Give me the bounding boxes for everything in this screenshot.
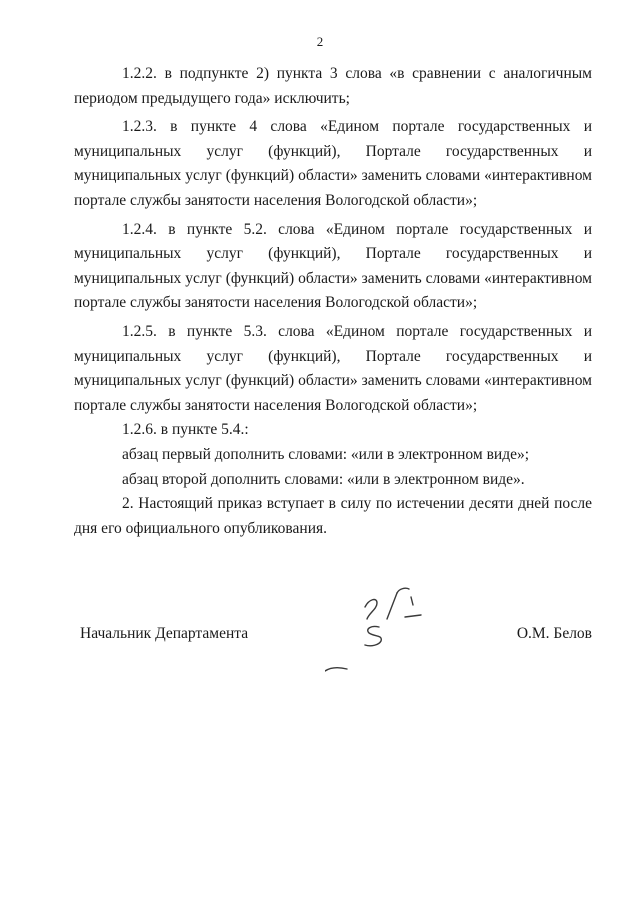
paragraph-2-effective-date: 2. Настоящий приказ вступает в силу по истечении десяти дней после дня его официального опубликования. [74,495,592,537]
handwritten-signature [325,575,445,690]
paragraph-first-abzac: абзац первый дополнить словами: «или в электронном виде»; [122,445,530,463]
paragraph-1-2-4: 1.2.4. в пункте 5.2. слова «Едином портале государственных и муниципальных услуг (функций), Портале государственных и муниципальных услуг (функций) области» заменить словами «интерактивном портале службы занятости населения Вологодской области»; [74,220,592,312]
paragraph-1-2-3: 1.2.3. в пункте 4 слова «Едином портале государственных и муниципальных услуг (функций), Портале государственных и муниципальных услуг (функций) области» заменить словами «интерактивном портале службы занятости населения Вологодской области»; [74,118,592,209]
paragraph-1-2-5: 1.2.5. в пункте 5.3. слова «Едином портале государственных и муниципальных услуг (функций), Портале государственных и муниципальных услуг (функций) области» заменить словами «интерактивном портале службы занятости населения Вологодской области»; [74,322,592,414]
signer-name: О.М. Белов [516,625,592,642]
paragraph-second-abzac: абзац второй дополнить словами: «или в электронном виде». [122,470,525,488]
paragraph-1-2-2: 1.2.2. в подпункте 2) пункта 3 слова «в сравнении с аналогичным периодом предыдущего года» исключить; [74,65,592,107]
page-number: 2 [316,34,324,49]
paragraph-1-2-6: 1.2.6. в пункте 5.4.: [122,421,249,439]
document-body [74,62,592,541]
signer-title: Начальник Департамента [80,625,249,642]
